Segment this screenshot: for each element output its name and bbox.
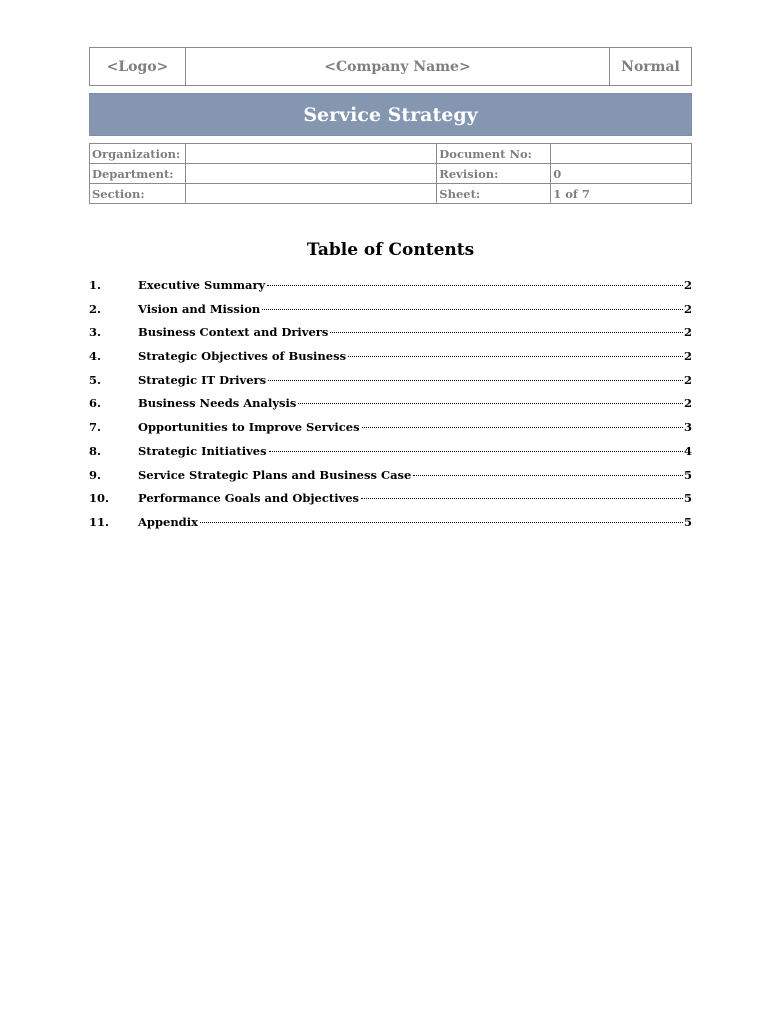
toc-entry[interactable] xyxy=(89,349,692,373)
toc-leader-dots xyxy=(361,498,683,499)
toc-entry-number: 7. xyxy=(89,420,102,435)
info-row-department xyxy=(90,164,692,184)
toc-entry-number: 2. xyxy=(89,301,102,316)
toc-entry-text: Performance Goals and Objectives xyxy=(138,491,360,506)
company-name: <Company Name> xyxy=(186,48,610,85)
toc-leader-dots xyxy=(348,356,683,357)
toc-entry-number: 9. xyxy=(89,467,102,482)
toc-entry[interactable] xyxy=(89,325,692,349)
logo-placeholder: <Logo> xyxy=(90,48,186,85)
toc-entry-number: 5. xyxy=(89,372,102,387)
revision-value: 0 xyxy=(551,164,692,184)
toc-entry-number: 1. xyxy=(89,278,102,292)
department-label: Department: xyxy=(90,164,186,184)
toc-entry-text: Vision and Mission xyxy=(138,301,261,316)
document-title: Service Strategy xyxy=(89,93,692,136)
toc-entry-text: Opportunities to Improve Services xyxy=(138,420,360,435)
toc-entry-page: 5 xyxy=(683,467,692,482)
sheet-value: 1 of 7 xyxy=(551,184,692,204)
toc-entry[interactable] xyxy=(89,278,692,302)
toc-entry-text: Business Needs Analysis xyxy=(138,396,297,411)
toc-entry-page: 2 xyxy=(683,301,692,316)
toc-entry-text: Business Context and Drivers xyxy=(138,325,329,340)
toc-entry[interactable] xyxy=(89,396,692,420)
toc-entry-text: Strategic IT Drivers xyxy=(138,372,267,387)
toc-list xyxy=(89,278,692,539)
classification-label: Normal xyxy=(621,58,680,75)
toc-entry-text: Strategic Objectives of Business xyxy=(138,349,347,364)
toc-leader-dots xyxy=(413,475,683,476)
toc-leader-dots xyxy=(262,309,683,310)
toc-entry[interactable] xyxy=(89,373,692,397)
header-table xyxy=(89,47,692,86)
toc-leader-dots xyxy=(269,451,683,452)
sheet-label: Sheet: xyxy=(437,184,551,204)
document-no-value xyxy=(551,144,692,164)
info-row-section xyxy=(90,184,692,204)
revision-label: Revision: xyxy=(437,164,551,184)
info-row-organization xyxy=(90,144,692,164)
toc-entry-text: Executive Summary xyxy=(138,278,266,292)
toc-entry-page: 2 xyxy=(683,396,692,411)
organization-value xyxy=(185,144,436,164)
toc-entry-text: Service Strategic Plans and Business Case xyxy=(138,467,412,482)
toc-entry-page: 3 xyxy=(683,420,692,435)
toc-entry-text: Strategic Initiatives xyxy=(138,443,267,458)
toc-leader-dots xyxy=(200,522,683,523)
toc-leader-dots xyxy=(298,403,683,404)
toc-leader-dots xyxy=(330,332,683,333)
toc-entry-number: 11. xyxy=(89,514,110,529)
toc-entry-page: 2 xyxy=(683,372,692,387)
toc-entry-number: 8. xyxy=(89,443,102,458)
toc-entry-number: 3. xyxy=(89,325,102,340)
document-no-label: Document No: xyxy=(437,144,551,164)
document-info-table xyxy=(89,143,692,204)
section-value xyxy=(185,184,436,204)
toc-entry[interactable] xyxy=(89,420,692,444)
toc-entry-page: 5 xyxy=(683,514,692,529)
toc-entry[interactable] xyxy=(89,491,692,515)
organization-label: Organization: xyxy=(90,144,186,164)
toc-entry-page: 2 xyxy=(683,278,692,292)
toc-entry[interactable] xyxy=(89,302,692,326)
toc-entry-text: Appendix xyxy=(138,514,198,529)
toc-entry-page: 4 xyxy=(683,443,692,458)
toc-entry-number: 4. xyxy=(89,349,102,364)
toc-leader-dots xyxy=(268,380,683,381)
toc-entry[interactable] xyxy=(89,444,692,468)
toc-entry[interactable] xyxy=(89,515,692,539)
toc-entry-page: 2 xyxy=(683,349,692,364)
toc-entry-page: 5 xyxy=(683,491,692,506)
toc-entry-number: 10. xyxy=(89,491,110,506)
toc-entry-page: 2 xyxy=(683,325,692,340)
toc-leader-dots xyxy=(267,285,683,286)
toc-entry-number: 6. xyxy=(89,396,102,411)
department-value xyxy=(185,164,436,184)
toc-entry[interactable] xyxy=(89,468,692,492)
section-label: Section: xyxy=(90,184,186,204)
toc-heading: Table of Contents xyxy=(306,240,475,260)
toc-leader-dots xyxy=(362,427,683,428)
